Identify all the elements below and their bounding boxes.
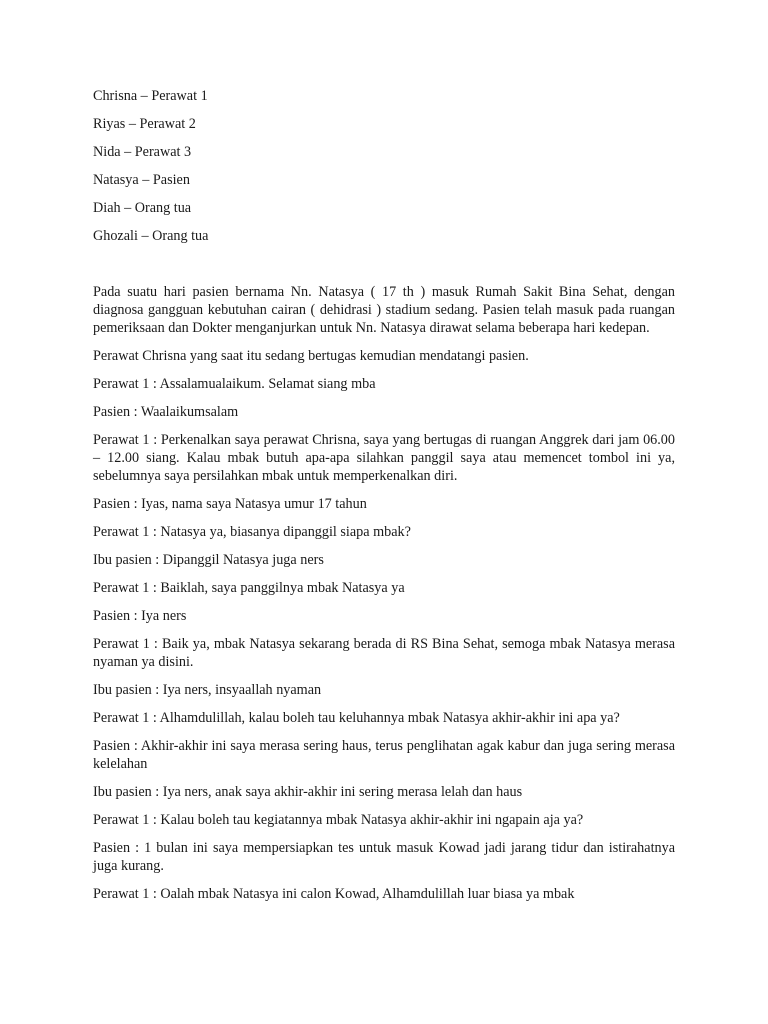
narration-paragraph: Pada suatu hari pasien bernama Nn. Natasya ( 17 th ) masuk Rumah Sakit Bina Sehat, dengan diagnosa gangguan kebutuhan cairan ( dehidrasi ) stadium sedang. Pasien telah masuk pada ruangan pemeriksaan dan Dokter menganjurkan untuk Nn. Natasya dirawat selama beberapa hari kedepan.: [93, 284, 675, 336]
cast-line: Nida – Perawat 3: [93, 144, 192, 160]
dialogue-line: Pasien : Iya ners: [93, 608, 187, 624]
dialogue-line: Pasien : Iyas, nama saya Natasya umur 17 tahun: [93, 496, 367, 512]
dialogue-line: Perawat 1 : Natasya ya, biasanya dipanggil siapa mbak?: [93, 524, 411, 540]
cast-list: [93, 87, 675, 245]
cast-line: Diah – Orang tua: [93, 200, 192, 216]
dialogue-line: Pasien : 1 bulan ini saya mempersiapkan tes untuk masuk Kowad jadi jarang tidur dan istirahatnya juga kurang.: [93, 840, 675, 874]
cast-line: Riyas – Perawat 2: [93, 116, 196, 132]
dialogue-body: [93, 283, 675, 903]
dialogue-line: Ibu pasien : Dipanggil Natasya juga ners: [93, 552, 324, 568]
dialogue-line: Perawat 1 : Oalah mbak Natasya ini calon Kowad, Alhamdulillah luar biasa ya mbak: [93, 886, 575, 902]
cast-line: Chrisna – Perawat 1: [93, 88, 208, 104]
dialogue-line: Ibu pasien : Iya ners, insyaallah nyaman: [93, 682, 322, 698]
dialogue-line: Perawat 1 : Baik ya, mbak Natasya sekarang berada di RS Bina Sehat, semoga mbak Natasya merasa nyaman ya disini.: [93, 636, 675, 670]
dialogue-line: Pasien : Waalaikumsalam: [93, 404, 239, 420]
narration-paragraph: Perawat Chrisna yang saat itu sedang bertugas kemudian mendatangi pasien.: [93, 348, 529, 364]
dialogue-line: Perawat 1 : Baiklah, saya panggilnya mbak Natasya ya: [93, 580, 405, 596]
dialogue-line: Perawat 1 : Kalau boleh tau kegiatannya mbak Natasya akhir-akhir ini ngapain aja ya?: [93, 812, 584, 828]
dialogue-line: Ibu pasien : Iya ners, anak saya akhir-akhir ini sering merasa lelah dan haus: [93, 784, 523, 800]
dialogue-line: Pasien : Akhir-akhir ini saya merasa sering haus, terus penglihatan agak kabur dan juga sering merasa kelelahan: [93, 738, 675, 772]
dialogue-line: Perawat 1 : Perkenalkan saya perawat Chrisna, saya yang bertugas di ruangan Anggrek dari jam 06.00 – 12.00 siang. Kalau mbak butuh apa-apa silahkan panggil saya atau memencet tombol ini ya, sebelumnya saya persilahkan mbak untuk memperkenalkan diri.: [93, 432, 675, 484]
cast-line: Ghozali – Orang tua: [93, 228, 209, 244]
cast-line: Natasya – Pasien: [93, 172, 190, 188]
dialogue-line: Perawat 1 : Assalamualaikum. Selamat siang mba: [93, 376, 376, 392]
document-content: [93, 87, 675, 913]
dialogue-line: Perawat 1 : Alhamdulillah, kalau boleh tau keluhannya mbak Natasya akhir-akhir ini apa ya?: [93, 710, 620, 726]
